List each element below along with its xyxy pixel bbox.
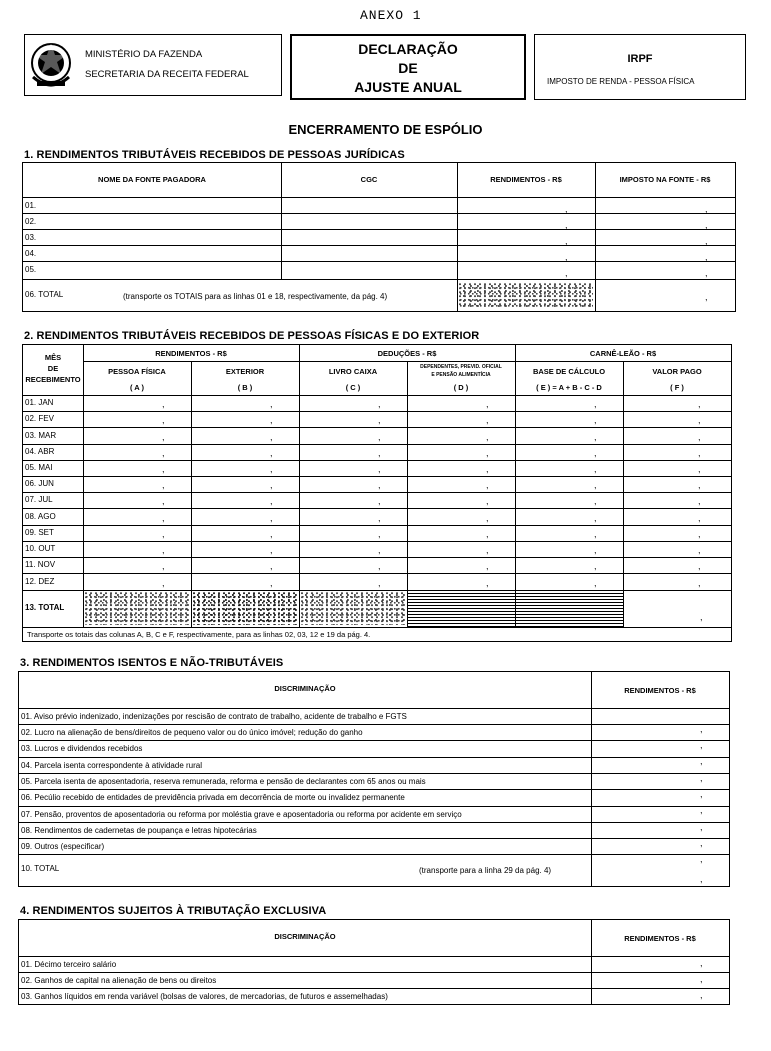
decimal-mark: , (378, 578, 381, 588)
total-b-shading (193, 592, 297, 625)
section3-table (18, 671, 730, 887)
decimal-mark: , (270, 578, 273, 588)
decimal-mark: , (700, 724, 703, 734)
month-label: 09. SET (25, 528, 54, 537)
decimal-mark: , (594, 448, 597, 458)
decimal-mark: , (700, 974, 703, 984)
decimal-mark: , (594, 480, 597, 490)
s1-row-label: 04. (25, 249, 37, 258)
decimal-mark: , (700, 756, 703, 766)
s4-col-desc: DISCRIMINAÇÃO (274, 932, 336, 941)
col-d-letter: ( D ) (453, 383, 469, 392)
decimal-mark: , (486, 432, 489, 442)
decimal-mark: , (486, 561, 489, 571)
col-withheld-tax: IMPOSTO NA FONTE - R$ (619, 175, 711, 184)
s1-row-label: 05. (25, 265, 37, 274)
decimal-mark: , (162, 432, 165, 442)
s3-item: 01. Aviso prévio indenizado, indenizações por rescisão de contrato de trabalho, acidente de trabalho e FGTS (21, 712, 407, 721)
decimal-mark: , (700, 822, 703, 832)
secretariat-name: SECRETARIA DA RECEITA FEDERAL (85, 69, 249, 80)
decimal-mark: , (565, 268, 568, 278)
s4-col-value: RENDIMENTOS - R$ (624, 934, 696, 943)
decimal-mark: , (698, 432, 701, 442)
col-d-label-2: E PENSÃO ALIMENTÍCIA (431, 372, 491, 378)
decimal-mark: , (698, 480, 701, 490)
month-header-2: DE (47, 364, 59, 373)
month-label: 10. OUT (25, 544, 56, 553)
decimal-mark: , (162, 529, 165, 539)
tax-code: IRPF (627, 53, 653, 65)
decimal-mark: , (270, 448, 273, 458)
s1-total-note: (transporte os TOTAIS para as linhas 01 e 18, respectivamente, da pág. 4) (123, 292, 388, 301)
s3-item: 08. Rendimentos de cadernetas de poupança e letras hipotecárias (21, 826, 257, 835)
decimal-mark: , (700, 838, 703, 848)
s1-row-label: 03. (25, 233, 37, 242)
decimal-mark: , (698, 496, 701, 506)
month-label: 12. DEZ (25, 577, 55, 586)
decimal-mark: , (162, 448, 165, 458)
s4-item: 01. Décimo terceiro salário (21, 960, 117, 969)
decimal-mark: , (594, 415, 597, 425)
month-label: 02. FEV (25, 414, 54, 423)
s3-total-note: (transporte para a linha 29 da pág. 4) (419, 866, 552, 875)
decimal-mark: , (594, 513, 597, 523)
decimal-mark: , (162, 480, 165, 490)
decimal-mark: , (270, 415, 273, 425)
decimal-mark: , (705, 268, 708, 278)
decimal-mark: , (378, 464, 381, 474)
s3-col-desc: DISCRIMINAÇÃO (274, 684, 336, 693)
col-e-letter: ( E ) = A + B - C - D (536, 383, 602, 392)
decimal-mark: , (270, 480, 273, 490)
decimal-mark: , (594, 529, 597, 539)
annex-label: ANEXO 1 (360, 8, 422, 23)
decimal-mark: , (698, 545, 701, 555)
total-a-shading (85, 592, 189, 625)
decimal-mark: , (698, 513, 701, 523)
decimal-mark: , (270, 529, 273, 539)
group-rendimentos: RENDIMENTOS - R$ (155, 349, 227, 358)
group-carne-leao: CARNÊ-LEÃO - R$ (589, 349, 657, 358)
group-deducoes: DEDUÇÕES - R$ (377, 349, 437, 358)
s3-total-label: 10. TOTAL (21, 864, 60, 873)
decimal-mark: , (162, 496, 165, 506)
ministry-name: MINISTÉRIO DA FAZENDA (85, 49, 203, 60)
decimal-mark: , (565, 204, 568, 214)
col-source-name: NOME DA FONTE PAGADORA (98, 175, 206, 184)
section2-title: 2. RENDIMENTOS TRIBUTÁVEIS RECEBIDOS DE PESSOAS FÍSICAS E DO EXTERIOR (24, 330, 480, 342)
decimal-mark: , (378, 415, 381, 425)
month-header-1: MÊS (44, 353, 62, 362)
col-c-label: LIVRO CAIXA (328, 367, 378, 376)
decimal-mark: , (270, 545, 273, 555)
section4-title: 4. RENDIMENTOS SUJEITOS À TRIBUTAÇÃO EXCLUSIVA (20, 905, 327, 917)
month-label: 06. JUN (25, 479, 54, 488)
decimal-mark: , (162, 513, 165, 523)
month-label: 03. MAR (25, 431, 57, 440)
col-f-label: VALOR PAGO (652, 367, 702, 376)
month-label: 07. JUL (25, 495, 53, 504)
decimal-mark: , (594, 578, 597, 588)
decimal-mark: , (594, 496, 597, 506)
decimal-mark: , (594, 432, 597, 442)
tax-name: IMPOSTO DE RENDA - PESSOA FÍSICA (547, 77, 695, 86)
s2-total-label: 13. TOTAL (25, 603, 65, 612)
col-c-letter: ( C ) (345, 383, 361, 392)
total-d-hatch (408, 591, 515, 627)
s1-row-label: 01. (25, 201, 37, 210)
decimal-mark: , (162, 561, 165, 571)
decimal-mark: , (378, 545, 381, 555)
col-income: RENDIMENTOS - R$ (490, 175, 562, 184)
decimal-mark: , (378, 448, 381, 458)
decimal-mark: , (700, 854, 703, 864)
decimal-mark: , (378, 513, 381, 523)
decimal-mark: , (270, 464, 273, 474)
decimal-mark: , (698, 448, 701, 458)
s2-footer-note: Transporte os totais das colunas A, B, C e F, respectivamente, para as linhas 02, 03, 12 e 19 da pág. 4. (27, 630, 371, 639)
decimal-mark: , (486, 415, 489, 425)
decimal-mark: , (270, 399, 273, 409)
decimal-mark: , (700, 740, 703, 750)
decimal-mark: , (378, 399, 381, 409)
title-line-3: AJUSTE ANUAL (354, 79, 462, 95)
s3-item: 09. Outros (especificar) (21, 842, 105, 851)
s3-item: 07. Pensão, proventos de aposentadoria ou reforma por moléstia grave e aposentadoria ou reforma por acidente em serviço (21, 810, 462, 819)
decimal-mark: , (486, 496, 489, 506)
decimal-mark: , (378, 561, 381, 571)
section4-table (18, 919, 730, 1005)
decimal-mark: , (378, 480, 381, 490)
decimal-mark: , (594, 561, 597, 571)
col-a-letter: ( A ) (129, 383, 145, 392)
decimal-mark: , (698, 464, 701, 474)
decimal-mark: , (705, 292, 708, 302)
month-label: 04. ABR (25, 447, 55, 456)
decimal-mark: , (705, 236, 708, 246)
decimal-mark: , (594, 545, 597, 555)
decimal-mark: , (700, 789, 703, 799)
decimal-mark: , (700, 874, 703, 884)
section1-title: 1. RENDIMENTOS TRIBUTÁVEIS RECEBIDOS DE PESSOAS JURÍDICAS (24, 149, 405, 161)
month-label: 11. NOV (25, 560, 56, 569)
decimal-mark: , (162, 415, 165, 425)
s1-total-shading (459, 283, 593, 307)
s3-col-value: RENDIMENTOS - R$ (624, 686, 696, 695)
s4-item: 03. Ganhos líquidos em renda variável (bolsas de valores, de mercadorias, de futuros e assemelhadas) (21, 992, 388, 1001)
decimal-mark: , (162, 545, 165, 555)
title-line-2: DE (398, 60, 418, 76)
decimal-mark: , (486, 399, 489, 409)
ministry-box (24, 34, 282, 96)
decimal-mark: , (486, 578, 489, 588)
decimal-mark: , (378, 432, 381, 442)
decimal-mark: , (270, 496, 273, 506)
decimal-mark: , (162, 399, 165, 409)
decimal-mark: , (594, 464, 597, 474)
irpf-box (534, 34, 746, 100)
form-title: ENCERRAMENTO DE ESPÓLIO (288, 122, 483, 137)
declaration-title-box (290, 34, 526, 100)
col-cgc: CGC (360, 175, 378, 184)
decimal-mark: , (378, 496, 381, 506)
decimal-mark: , (565, 220, 568, 230)
decimal-mark: , (486, 529, 489, 539)
decimal-mark: , (565, 252, 568, 262)
decimal-mark: , (486, 513, 489, 523)
decimal-mark: , (705, 204, 708, 214)
decimal-mark: , (698, 415, 701, 425)
col-a-label: PESSOA FÍSICA (108, 367, 166, 376)
col-b-letter: ( B ) (237, 383, 253, 392)
s1-total-label: 06. TOTAL (25, 290, 64, 299)
decimal-mark: , (705, 252, 708, 262)
section3-title: 3. RENDIMENTOS ISENTOS E NÃO-TRIBUTÁVEIS (20, 657, 284, 669)
s1-row-label: 02. (25, 217, 37, 226)
col-f-letter: ( F ) (670, 383, 684, 392)
decimal-mark: , (486, 464, 489, 474)
decimal-mark: , (698, 578, 701, 588)
total-e-hatch (516, 591, 623, 627)
decimal-mark: , (700, 773, 703, 783)
col-e-label: BASE DE CÁLCULO (532, 367, 606, 376)
decimal-mark: , (700, 958, 703, 968)
s3-item: 02. Lucro na alienação de bens/direitos de pequeno valor ou do único imóvel; redução do ganho (21, 728, 363, 737)
decimal-mark: , (486, 480, 489, 490)
decimal-mark: , (378, 529, 381, 539)
decimal-mark: , (698, 399, 701, 409)
decimal-mark: , (565, 236, 568, 246)
decimal-mark: , (270, 561, 273, 571)
month-label: 01. JAN (25, 398, 54, 407)
section1-table (22, 162, 736, 312)
decimal-mark: , (594, 399, 597, 409)
decimal-mark: , (486, 448, 489, 458)
decimal-mark: , (270, 432, 273, 442)
s3-item: 03. Lucros e dividendos recebidos (21, 744, 143, 753)
decimal-mark: , (270, 513, 273, 523)
total-c-shading (301, 592, 405, 625)
decimal-mark: , (698, 561, 701, 571)
col-b-label: EXTERIOR (225, 367, 265, 376)
month-label: 08. AGO (25, 512, 56, 521)
coat-of-arms-icon (29, 37, 73, 93)
title-line-1: DECLARAÇÃO (358, 41, 458, 57)
col-d-label-1: DEPENDENTES, PREVID. OFICIAL (420, 364, 502, 370)
decimal-mark: , (698, 529, 701, 539)
decimal-mark: , (700, 612, 703, 622)
decimal-mark: , (705, 220, 708, 230)
decimal-mark: , (700, 805, 703, 815)
decimal-mark: , (162, 578, 165, 588)
s3-item: 05. Parcela isenta de aposentadoria, reserva remunerada, reforma e pensão de declarantes com 65 anos ou mais (21, 777, 426, 786)
month-header-3: RECEBIMENTO (25, 375, 81, 384)
decimal-mark: , (700, 990, 703, 1000)
s3-item: 04. Parcela isenta correspondente à atividade rural (21, 761, 202, 770)
decimal-mark: , (162, 464, 165, 474)
month-label: 05. MAI (25, 463, 53, 472)
section2-table (22, 344, 732, 642)
s3-item: 06. Pecúlio recebido de entidades de previdência privada em decorrência de morte ou invalidez permanente (21, 793, 405, 802)
decimal-mark: , (486, 545, 489, 555)
s4-item: 02. Ganhos de capital na alienação de bens ou direitos (21, 976, 217, 985)
